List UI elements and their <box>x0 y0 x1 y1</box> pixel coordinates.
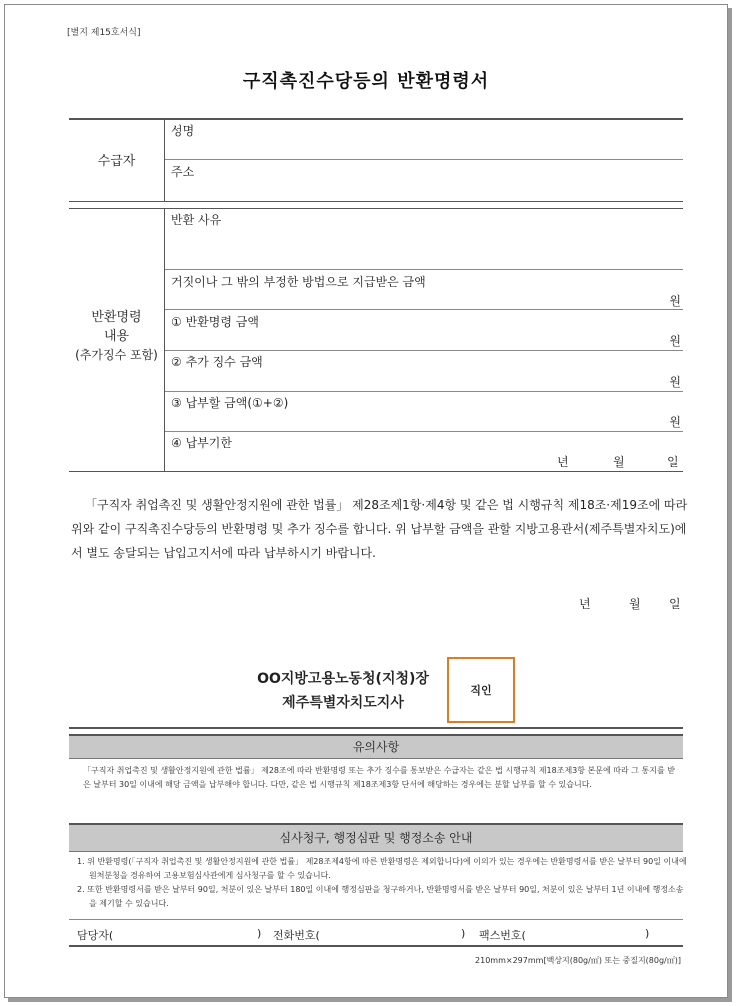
payable-amount-label: ③ 납부할 금액(①+②) <box>171 396 289 410</box>
appeal-item-1: 1. 위 반환명령(「구직자 취업촉진 및 생활안정지원에 관한 법률」 제28조제4항에 따른 반환명령은 제외합니다)에 이의가 있는 경우에는 반환명령서를 받은 날부터 90일 이내에 원처분청을 경유하여 고용보험심사관에게 심사청구를 할 수 있습니다. <box>77 857 687 880</box>
fraud-amount-unit: 원 <box>669 294 681 308</box>
name-row-line <box>165 159 683 160</box>
additional-amount-label: ② 추가 징수 금액 <box>171 355 263 369</box>
form-page <box>4 4 728 998</box>
page-title: 구직촉진수당등의 반환명령서 <box>242 71 490 92</box>
recipient-bottom-line <box>69 201 683 202</box>
payable-row-line <box>165 431 683 432</box>
deadline-label: ④ 납부기한 <box>171 436 232 450</box>
order-label-line-1: 반환명령 <box>91 310 142 325</box>
issue-month: 월 <box>629 597 641 611</box>
paper-spec: 210mm×297mm[백상지(80g/㎡) 또는 중질지(80g/㎡)] <box>475 956 681 965</box>
order-section-label <box>69 308 164 365</box>
issuer-name-2: 제주특별자치도지사 <box>282 695 404 711</box>
order-label-line-2: 내용 <box>103 329 130 344</box>
contact-phone-close: ) <box>461 927 466 940</box>
contact-person-label: 담당자( <box>77 929 114 942</box>
recipient-section-label: 수급자 <box>97 154 136 169</box>
contact-fax-label: 팩스번호( <box>479 929 526 942</box>
fraud-amount-label: 거짓이나 그 밖의 부정한 방법으로 지급받은 금액 <box>171 275 426 289</box>
notice-top-line <box>69 727 683 729</box>
issuer-name-1: OO지방고용노동청(지청)장 <box>257 671 429 687</box>
deadline-month: 월 <box>613 455 625 469</box>
additional-amount-unit: 원 <box>669 375 681 389</box>
return-amount-unit: 원 <box>669 334 681 348</box>
form-number: [별지 제15호서식] <box>67 28 141 38</box>
appeal-bottom-line <box>69 919 683 920</box>
fraud-row-line <box>165 309 683 310</box>
reason-row-line <box>165 269 683 270</box>
deadline-year: 년 <box>557 455 569 469</box>
order-label-line-3: (추가징수 포함) <box>75 348 158 362</box>
return-row-line <box>165 350 683 351</box>
appeal-item-2: 2. 또한 반환명령서를 받은 날부터 90일, 처분이 있은 날부터 180일 이내에 행정심판을 청구하거나, 반환명령서를 받은 날부터 90일, 처분이 있은 날부터 1년 이내에 행정소송을 제기할 수 있습니다. <box>77 885 684 908</box>
official-seal-box: 직인 <box>447 657 515 723</box>
additional-row-line <box>165 391 683 392</box>
table-top-border <box>69 118 683 120</box>
notice-header: 유의사항 <box>69 734 683 759</box>
order-top-line <box>69 208 683 209</box>
appeal-header: 심사청구, 행정심판 및 행정소송 안내 <box>69 823 683 852</box>
return-amount-label: ① 반환명령 금액 <box>171 315 259 329</box>
issue-day: 일 <box>669 597 681 611</box>
contact-person-close: ) <box>257 927 262 940</box>
payable-amount-unit: 원 <box>669 415 681 429</box>
reason-label: 반환 사유 <box>171 213 222 227</box>
contact-phone-label: 전화번호( <box>273 929 320 942</box>
recipient-divider <box>164 119 165 201</box>
contact-bottom-line <box>69 945 683 947</box>
order-bottom-line <box>69 471 683 472</box>
address-label: 주소 <box>171 165 195 179</box>
notice-text: 「구직자 취업촉진 및 생활안정지원에 관한 법률」 제28조에 따라 반환명령 또는 추가 징수를 통보받은 수급자는 같은 법 시행규칙 제18조제3항 본문에 따라 그 통지를 받은 날부터 30일 이내에 해당 금액을 납부해야 합니다. 다만, 같은 법 시행규칙 제18조제3항 단서에 해당하는 경우에는 분할 납부를 할 수 있습니다. <box>83 766 675 789</box>
body-paragraph: 「구직자 취업촉진 및 생활안정지원에 관한 법률」 제28조제1항·제4항 및 같은 법 시행규칙 제18조·제19조에 따라 위와 같이 구직촉진수당등의 반환명령 및 추가 징수를 합니다. 위 납부할 금액을 관할 지방고용관서(제주특별자치도)에서 별도 송달되는 납입고지서에 따라 납부하시기 바랍니다. <box>71 498 688 560</box>
contact-fax-close: ) <box>645 927 650 940</box>
issue-year: 년 <box>579 597 591 611</box>
name-label: 성명 <box>171 124 195 138</box>
deadline-day: 일 <box>667 455 679 469</box>
